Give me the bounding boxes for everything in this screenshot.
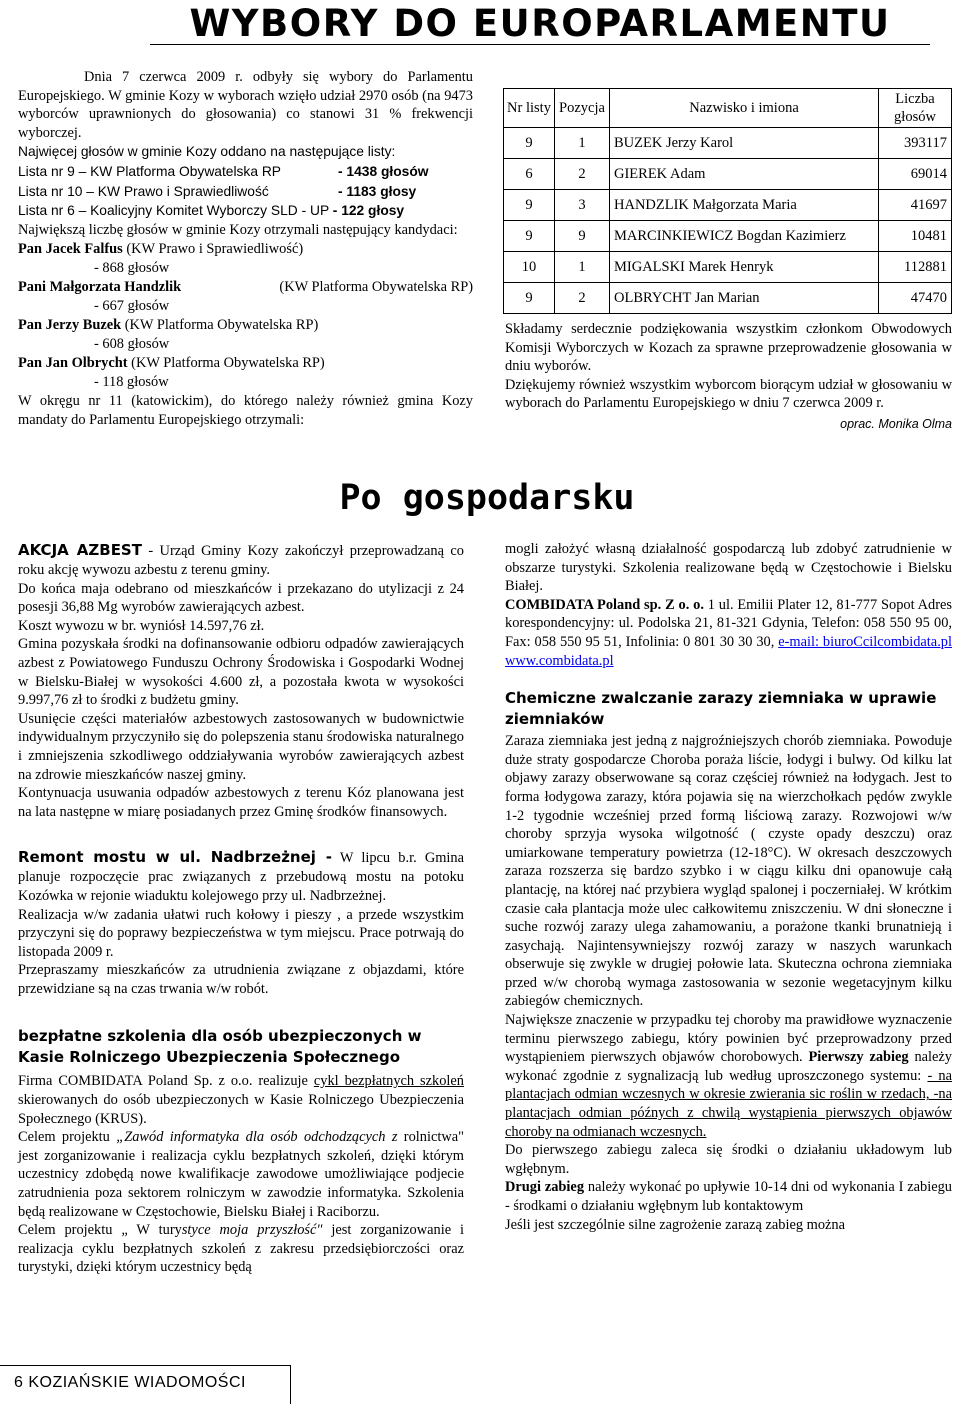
candidate-item: Pan Jacek Falfus (KW Prawo i Sprawiedliwość) <box>18 240 304 257</box>
table-row: 9 3 HANDZLIK Małgorzata Maria 41697 <box>504 190 952 221</box>
masthead <box>150 4 930 45</box>
email-link[interactable]: e-mail: biuroCcilcombidata.pl <box>778 633 952 650</box>
results-table <box>503 88 952 314</box>
right-column: mogli założyć własną działalność gospodarczą lub zdobyć zatrudnienie w obszarze turystyki. Szkolenia realizowane będą w Częstochowie i Bielsku Białej. COMBIDATA Poland sp. Z o. o. 1 ul. Emilii Plater 12, 81-777 Sopot Adres korespondencyjny: ul. Podolska 21, 81-321 Gdynia, Telefon: 058 550 95 00, Fax: 058 550 95 51, Infolinia: 0 801 30 30 30, e-mail: biuroCcilcombidata.pl www.combidata.pl Chemiczne zwalczanie zarazy ziemniaka w uprawie ziemniaków Zaraza ziemniaka jest jedną z najgroźniejszych chorób ziemniaka. Powoduje duże straty gospodarcze Choroba poraża liście, łodygi i bulwy. Od kilku lat objawy zarazy obserwowane są coraz częściej również na łodygach. Jest to forma łodygowa zarazy, która pojawia się na wierzchołkach pędów zwykle 1-2 tygodnie wcześniej przed formą liściową zarazy. Rozwojowi w/w choroby sprzyja wysoka wilgotność ( czyste opady deszczu) oraz umiarkowane temperatury powietrza (12-18°C). W okresach deszczowych zaraza rozszerza się bardzo szybko i w ciągu kilku dni opanowuje całą plantację, na której nać przybiera wygląd spalonej i poczerniałej. W krótkim czasie cała plantacja może ulec całkowitemu zniszczeniu. W dni słoneczne i suche rozwój zarazy ulega zahamowaniu, a porażone tkanki brunatnieją i zasychają. Najintensywniejszy rozwój zarazy w naszych warunkach obserwuje się zwykle w drugiej połowie lata. Skuteczna ochrona ziemniaka przed w/w chorobą wymaga zastosowania w sezonie wegetacyjnym kilku zabiegów chemicznych. Największe znaczenie w przypadku tej choroby ma prawidłowe wyznaczenie terminu pierwszego zabiegu, który powinien być przeprowadzony przed wystąpieniem pierwszych objawów chorobowych. Pierwszy zabieg należy wykonać zgodnie z sygnalizacją lub według uproszczonego systemu: - na plantacjach odmian wczesnych w okresie zwierania sic roślin w rzedach, -na plantacjach odmian późnych z chwilą wystąpienia pierwszych objawów choroby na odmianach wczesnych. Do pierwszego zabiegu zaleca się środki o działaniu układowym lub wgłębnym. Drugi zabieg należy wykonać po upływie 10-14 dni od wykonania I zabiegu - środkami o działaniu wgłębnym lub kontaktowym Jeśli jest szczególnie silne zagrożenie zarazą zabieg można <box>505 541 952 1233</box>
thanks-section <box>505 320 952 431</box>
article-heading: Remont mostu w ul. Nadbrzeżnej - <box>18 848 332 867</box>
district-text: W okręgu nr 11 (katowickim), do którego należy również gmina Kozy mandaty do Parlamentu Europejskiego otrzymali: <box>18 392 473 428</box>
col-header: Pozycja <box>555 89 610 128</box>
col-header: Nr listy <box>504 89 555 128</box>
trainings-article: bezpłatne szkolenia dla osób ubezpieczonych w Kasie Rolniczego Ubezpieczenia Społecznego Firma COMBIDATA Poland Sp. z o.o. realizuje cykl bezpłatnych szkoleń skierowanych do osób ubezpieczonych w Kasie Rolniczego Ubezpieczenia Społecznego (KRUS). Celem projektu „Zawód informatyka dla osób odchodzących z rolnictwa" jest zorganizowanie i realizacja cyklu bezpłatnych szkoleń, dzięki którym uczestnicy zdobędą nowe kwalifikacje zawodowe umożliwiające podjecie zatrudnienia poza sektorem rolniczym w zawodzie informatyka. Szkolenia będą realizowane w Częstochowie, Bielsku Białej i Raciborzu. Celem projektu „ W turystyce moja przyszłość" jest zorganizowanie i realizacja cyklu bezpłatnych szkoleń z zakresu przedsiębiorczości oraz turystyki, dzięki którym uczestnicy będą <box>18 1027 465 1276</box>
potato-article: Chemiczne zwalczanie zarazy ziemniaka w uprawie ziemniaków Zaraza ziemniaka jest jedną z najgroźniejszych chorób ziemniaka. Powoduje duże straty gospodarcze Choroba poraża liście, łodygi i bulwy. Od kilku lat objawy zarazy obserwowane są coraz częściej również na łodygach. Jest to forma łodygowa zarazy, która pojawia się na wierzchołkach pędów zwykle 1-2 tygodnie wcześniej przed formą liściową zarazy. Rozwojowi w/w choroby sprzyja wysoka wilgotność ( czyste opady deszczu) oraz umiarkowane temperatury powietrza (12-18°C). W okresach deszczowych zaraza rozszerza się bardzo szybko i w ciągu kilku dni opanowuje całą plantację, na której nać przybiera wygląd spalonej i poczerniałej. W krótkim czasie cała plantacja może ulec całkowitemu zniszczeniu. W dni słoneczne i suche rozwój zarazy ulega zahamowaniu, a porażone tkanki brunatnieją i zasychają. Najintensywniejszy rozwój zarazy w naszych warunkach obserwuje się zwykle w drugiej połowie lata. Skuteczna ochrona ziemniaka przed w/w chorobą wymaga zastosowania w sezonie wegetacyjnym kilku zabiegów chemicznych. Największe znaczenie w przypadku tej choroby ma prawidłowe wyznaczenie terminu pierwszego zabiegu, który powinien być przeprowadzony przed wystąpieniem pierwszych objawów chorobowych. Pierwszy zabieg należy wykonać zgodnie z sygnalizacją lub według uproszczonego systemu: - na plantacjach odmian wczesnych w okresie zwierania sic roślin w rzedach, -na plantacjach odmian późnych z chwilą wystąpienia pierwszych objawów choroby na odmianach wczesnych. Do pierwszego zabiegu zaleca się środki o działaniu układowym lub wgłębnym. Drugi zabieg należy wykonać po upływie 10-14 dni od wykonania I zabiegu - środkami o działaniu wgłębnym lub kontaktowym Jeśli jest szczególnie silne zagrożenie zarazą zabieg można <box>505 689 952 1233</box>
article-paragraph: Realizacja w/w zadania ułatwi ruch kołowy i pieszy , a przede wszystkim przyczyni się do poprawy bezpieczeństwa w tym miejscu. Prace potrwają do listopada 2009 r. <box>18 906 464 960</box>
page-footer <box>0 1365 291 1404</box>
candidates-intro: Największą liczbę głosów w gminie Kozy otrzymali następujący kandydaci: <box>18 221 458 238</box>
elections-intro: Dnia 7 czerwca 2009 r. odbyły się wybory do Parlamentu Europejskiego. W gminie Kozy w wyborach wzięło udział 2970 osób (na 9473 wyborców uprawnionych do głosowania) co stanowi 31 % frekwencji wyborczej. <box>18 69 473 141</box>
bridge-article: Remont mostu w ul. Nadbrzeżnej - W lipcu b.r. Gmina planuje rozpoczęcie prac związanych z przebudową mostu na potoku Kozówka w rejonie wiaduktu kolejowego przy ul. Nadbrzeżnej. Realizacja w/w zadania ułatwi ruch kołowy i pieszy , a przede wszystkim przyczyni się do poprawy bezpieczeństwa w tym miejscu. Prace potrwają do listopada 2009 r. Przepraszamy mieszkańców za utrudnienia związane z objazdami, które przewidziane są na czas trwania w/w robót. <box>18 848 465 997</box>
article-paragraph: mogli założyć własną działalność gospodarczą lub zdobyć zatrudnienie w obszarze turystyki. Szkolenia realizowane będą w Częstochowie i Bielsku Białej. <box>505 541 952 595</box>
section-title: Po gospodarsku <box>339 478 635 518</box>
elections-section <box>18 68 473 430</box>
article-heading: AKCJA AZBEST <box>18 541 142 559</box>
article-paragraph: Do końca maja odebrano od mieszkańców i przekazano do utylizacji z 24 posesji 36,88 Mg wyrobów zawierających azbest. <box>18 580 464 616</box>
col-header: Nazwisko i imiona <box>610 89 879 128</box>
article-paragraph: Zaraza ziemniaka jest jedną z najgroźniejszych chorób ziemniaka. Powoduje duże straty gospodarcze Choroba poraża liście, łodygi i bulwy. Od kilku lat objawy zarazy obserwowane są coraz częściej również na łodygach. Jest to forma łodygowa zarazy, która pojawia się na wierzchołkach pędów zwykle 1-2 tygodnie wcześniej przed formą liściową zarazy. Rozwojowi w/w choroby sprzyja wysoka wilgotność ( czyste opady deszczu) oraz umiarkowane temperatury powietrza (12-18°C). W okresach deszczowych zaraza rozszerza się bardzo szybko i w ciągu kilku dni opanowuje całą plantację, na której nać przybiera wygląd spalonej i poczerniałej. W krótkim czasie cała plantacja może ulec całkowitemu zniszczeniu. W dni słoneczne i suche rozwój zarazy ulega zahamowaniu, a porażone tkanki brunatnieją i zasychają. Najintensywniejszy rozwój zarazy w naszych warunkach obserwuje się zwykle w drugiej połowie lata. Skuteczna ochrona ziemniaka przed w/w chorobą wymaga zastosowania w sezonie wegetacyjnym kilku zabiegów chemicznych. <box>505 733 952 1010</box>
footer-text: 6 KOZIAŃSKIE WIADOMOŚCI <box>14 1374 246 1391</box>
page-title: WYBORY DO EUROPARLAMENTU <box>189 2 891 45</box>
article-paragraph: Kontynuacja usuwania odpadów azbestowych z terenu Kóz planowana jest na lata następne w miarę posiadanych przez Gminę środków finansowych. <box>18 785 464 820</box>
company-name: COMBIDATA Poland sp. Z o. o. <box>505 596 704 613</box>
candidate-votes: - 118 głosów <box>94 373 169 390</box>
azbest-article: AKCJA AZBEST - Urząd Gminy Kozy zakończył przeprowadzaną co roku akcję wywozu azbestu z terenu gminy. Do końca maja odebrano od mieszkańców i przekazano do utylizacji z 24 posesji 36,88 Mg wyrobów zawierających azbest. Koszt wywozu w br. wyniósł 14.597,76 zł. Gmina pozyskała środki na dofinansowanie odbioru odpadów zawierających azbest z Powiatowego Funduszu Ochrony Środowiska i Gospodarki Wodnej w Bielsku-Białej w wysokości 4.600 zł, a pozostała kwota w wysokości 9.997,76 zł to środki z budżetu gminy. Usunięcie części materiałów azbestowych zastosowanych w budownictwie indywidualnym przyczyniło się do polepszenia stanu środowiska naturalnego i zmniejszenia szkodliwego oddziaływania wyrobów zawierających azbest na zdrowie mieszkańców naszej gminy. Kontynuacja usuwania odpadów azbestowych z terenu Kóz planowana jest na lata następne w miarę posiadanych przez Gminę środków finansowych. <box>18 541 464 820</box>
lists-intro: Najwięcej głosów w gminie Kozy oddano na następujące listy: <box>18 144 396 160</box>
table-row: 6 2 GIEREK Adam 69014 <box>504 159 952 190</box>
website-link[interactable]: www.combidata.pl <box>505 652 614 669</box>
col-header: Liczba głosów <box>879 89 952 128</box>
thanks-paragraph: Składamy serdecznie podziękowania wszystkim członkom Obwodowych Komisji Wyborczych w Kozach za sprawne przeprowadzenie głosowania w dniu wyborów. <box>505 321 952 375</box>
table-row: 9 1 BUZEK Jerzy Karol 393117 <box>504 128 952 159</box>
candidate-votes: - 608 głosów <box>94 335 170 352</box>
article-paragraph: Gmina pozyskała środki na dofinansowanie odbioru odpadów zawierających azbest z Powiatowego Funduszu Ochrony Środowiska i Gospodarki Wodnej w Bielsku-Białej w wysokości 4.600 zł, a pozostała kwota w wysokości 9.997,76 zł to środki z budżetu gminy. <box>18 636 464 709</box>
article-paragraph: Przepraszamy mieszkańców za utrudnienia związane z objazdami, które przewidziane są na czas trwania w/w robót. <box>18 962 464 997</box>
table-row: 9 2 OLBRYCHT Jan Marian 47470 <box>504 283 952 314</box>
table-header-row <box>504 89 952 128</box>
article-heading: Chemiczne zwalczanie zarazy ziemniaka w uprawie ziemniaków <box>505 689 937 729</box>
list-item: Lista nr 6 – Koalicyjny Komitet Wyborczy SLD - UP - 122 głosy <box>18 203 405 219</box>
candidate-votes: - 868 głosów <box>94 259 170 276</box>
left-column <box>18 540 464 1277</box>
article-paragraph: Jeśli jest szczególnie silne zagrożenie zarazą zabieg można <box>505 1216 845 1233</box>
table-row: 9 9 MARCINKIEWICZ Bogdan Kazimierz 10481 <box>504 221 952 252</box>
candidate-item: Pani Małgorzata Handzlik (KW Platforma Obywatelska RP) <box>18 278 473 295</box>
thanks-paragraph: Dziękujemy również wszystkim wyborcom biorącym udział w głosowaniu w wyborach do Parlamentu Europejskiego w dniu 7 czerwca 2009 r. <box>505 376 952 412</box>
article-paragraph: Do pierwszego zabiegu zaleca się środki o działaniu układowym lub wgłębnym. <box>505 1142 952 1177</box>
article-paragraph: Koszt wywozu w br. wyniósł 14.597,76 zł. <box>18 617 265 634</box>
table-row: 10 1 MIGALSKI Marek Henryk 112881 <box>504 252 952 283</box>
list-item: Lista nr 9 – KW Platforma Obywatelska RP - 1438 głosów <box>18 163 429 179</box>
list-item: Lista nr 10 – KW Prawo i Sprawiedliwość - 1183 głosy <box>18 183 417 199</box>
signature: oprac. Monika Olma <box>840 416 952 431</box>
article-heading: bezpłatne szkolenia dla osób ubezpieczonych w Kasie Rolniczego Ubezpieczenia Społecznego <box>18 1027 422 1067</box>
candidate-item: Pan Jan Olbrycht (KW Platforma Obywatelska RP) <box>18 354 325 371</box>
article-paragraph: Usunięcie części materiałów azbestowych zastosowanych w budownictwie indywidualnym przyczyniło się do polepszenia stanu środowiska naturalnego i zmniejszenia szkodliwego oddziaływania wyrobów zawierających azbest na zdrowie mieszkańców naszej gminy. <box>18 710 464 783</box>
candidate-item: Pan Jerzy Buzek (KW Platforma Obywatelska RP) <box>18 316 319 333</box>
candidate-votes: - 667 głosów <box>94 297 170 314</box>
